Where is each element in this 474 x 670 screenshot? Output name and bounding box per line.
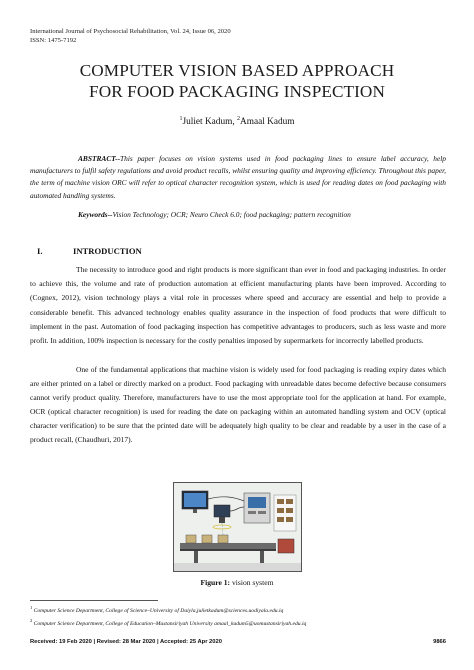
footer-dates: Received: 19 Feb 2020 | Revised: 28 Mar 2020 | Accepted: 25 Apr 2020 [30,639,222,645]
author-1: Juliet Kadum, [182,117,235,128]
footnote-1-sup: 1 [30,605,33,610]
keywords-text: Vision Technology; OCR; Neuro Check 6.0; food packaging; pattern recognition [112,210,351,219]
section-heading [37,246,142,256]
abstract [30,153,446,202]
figure-label: Figure 1: [200,578,231,587]
abstract-text: This paper focuses on vision systems used in food packaging lines to ensure label accuracy, help manufacturers to fulfil safety regulations and avoid product recalls, whilst ensuring quality and improving efficiency. Throughout this paper, the term of machine vision ORC will refer to optical character recognition system, which is used for reading dates on food packaging with automated handling systems. [30,154,446,200]
authors [0,116,474,127]
author-1-sup: 1 [179,116,183,122]
paragraph-1 [30,263,446,348]
title-line-2: FOR FOOD PACKAGING INSPECTION [89,82,385,101]
footnote-2-text: Computer Science Department, College of Education–Mustansiriyah University amaal_kadum5@uomustansiriyah.edu.iq [33,620,307,627]
journal-line: International Journal of Psychosocial Rehabilitation, Vol. 24, Issue 06, 2020 [30,28,231,35]
journal-header [30,27,231,45]
keywords-label: Keywords-- [78,210,113,219]
footnote-2 [30,617,450,628]
figure-vision-system-image [173,482,302,572]
footnote-1-text: Computer Science Department, College of Science–University of Daiyla,julietkadum@sciences.uodiyala.edu.iq [33,607,284,614]
section-title: INTRODUCTION [73,246,142,256]
keywords [78,210,448,220]
figure-caption-text: vision system [231,578,274,587]
issn: ISSN: 1475-7192 [30,37,77,44]
vision-system-illustration [174,483,301,572]
paragraph-2 [30,363,446,447]
section-number: I. [37,246,43,256]
paper-title [0,60,474,102]
author-2-sup: 2 [237,116,240,122]
paragraph-1-text: The necessity to introduce good and right products is more significant than ever in food and packaging industries. In order to achieve this, the volume and rate of production automation at efficient manufacturing plants have been improved. According to (Cognex, 2012), vision technology plays a vital role in processes where speed and accuracy are essential and help to provide a considerable benefit. This advanced technology enables quality assurance in the inspection of food products that were difficult to implement in the past. Automation of food packaging inspection has competitive advantages to producers, such as less waste and more profit. In addition, 100% inspection is necessary for the costly penalties imposed by supermarkets for incorrectly labelled products. [30,265,446,346]
footnote-1 [30,604,450,615]
figure-caption [0,578,474,587]
title-line-1: COMPUTER VISION BASED APPROACH [79,61,395,80]
page-number: 9866 [433,639,446,645]
footnote-rule [30,600,158,601]
author-2: Amaal Kadum [240,117,295,128]
abstract-label: ABSTRACT-- [78,154,121,163]
page-footer [30,639,446,645]
paragraph-2-text: One of the fundamental applications that machine vision is widely used for food packaging is reading expiry dates which are either printed on a label or directly marked on a product. Food packaging with unreadable dates become defective because consumers cannot verify product quality. Therefore, manufacturers have to use the most appropriate tool for the application at hand. For example, OCR (optical character recognition) is used for reading the date on packaging within an automated handling system and OCV (optical character verification) to be sure that the printed date will be adequately high quality to be clear and readable by a user in the case of a product recall, (Chaudhuri, 2017). [30,365,446,444]
footnote-2-sup: 2 [30,618,33,623]
